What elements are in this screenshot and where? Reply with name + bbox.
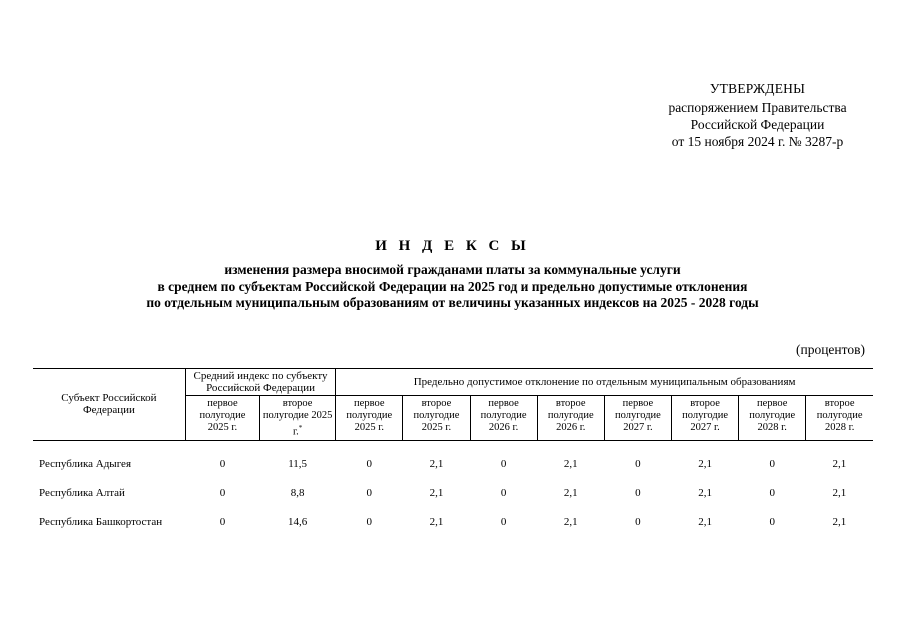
indices-table-body	[33, 449, 873, 536]
table-cell: 0	[500, 515, 507, 528]
document-title: И Н Д Е К С Ы	[375, 238, 530, 254]
table-cell: 0	[769, 486, 775, 499]
table-row	[33, 478, 873, 507]
average-index-header: Средний индекс по субъекту Российской Федерации	[185, 369, 335, 396]
table-cell: 11,5	[288, 457, 308, 470]
table-cell: 0	[219, 457, 226, 470]
table-cell: 0	[366, 515, 373, 528]
table-cell: 2,1	[429, 515, 444, 528]
region-name: Республика Алтай	[39, 486, 125, 499]
table-cell: 0	[769, 515, 775, 528]
sub-header: первое полугодие 2025 г.	[185, 396, 259, 441]
table-cell: 14,6	[287, 515, 308, 528]
sub-header: второе полугодие 2025 г.	[403, 396, 470, 441]
table-cell: 0	[366, 457, 373, 470]
sub-header: второе полугодие 2028 г.	[806, 396, 873, 441]
footnote-mark: *	[298, 424, 303, 432]
sub-header: первое полугодие 2027 г.	[604, 396, 671, 441]
sub-header: второе полугодие 2026 г.	[537, 396, 604, 441]
table-cell: 0	[219, 515, 226, 528]
subtitle-line-2: в среднем по субъектам Российской Федерации на 2025 год и предельно допустимые отклонения	[157, 278, 748, 294]
sub-header: второе полугодие 2027 г.	[671, 396, 738, 441]
table-cell: 0	[500, 486, 507, 499]
sub-header: первое полугодие 2028 г.	[739, 396, 806, 441]
table-cell: 2,1	[698, 515, 712, 528]
table-cell: 2,1	[698, 486, 712, 499]
subtitle-line-1: изменения размера вносимой гражданами платы за коммунальные услуги	[224, 262, 681, 277]
table-cell: 0	[219, 486, 226, 499]
table-cell: 0	[500, 457, 507, 470]
sub-header: первое полугодие 2026 г.	[470, 396, 537, 441]
sub-header: первое полугодие 2025 г.	[336, 396, 403, 441]
table-cell: 0	[635, 515, 641, 528]
table-cell: 2,1	[832, 486, 847, 499]
approval-line-3: от 15 ноября 2024 г. № 3287-р	[671, 134, 844, 149]
table-cell: 0	[769, 457, 775, 470]
table-cell: 0	[635, 457, 641, 470]
table-cell: 0	[635, 486, 641, 499]
table-cell: 2,1	[832, 515, 847, 528]
approval-heading: УТВЕРЖДЕНЫ	[709, 81, 806, 96]
indices-table-header	[33, 368, 873, 441]
table-cell: 2,1	[563, 457, 578, 470]
units-label: (процентов)	[795, 342, 865, 357]
table-row	[33, 449, 873, 478]
approval-line-2: Российской Федерации	[690, 117, 825, 132]
approval-stamp	[640, 80, 875, 150]
subject-header: Субъект Российской Федерации	[33, 369, 185, 441]
table-cell: 2,1	[429, 486, 444, 499]
document-subtitle	[90, 262, 815, 312]
table-cell: 8,8	[290, 486, 305, 499]
table-row	[33, 507, 873, 536]
table-cell: 0	[366, 486, 373, 499]
table-cell: 2,1	[563, 515, 578, 528]
sub-header: второе полугодие 2025 г.*	[260, 396, 336, 441]
table-cell: 2,1	[563, 486, 578, 499]
table-cell: 2,1	[832, 457, 847, 470]
table-cell: 2,1	[429, 457, 444, 470]
table-cell: 2,1	[698, 457, 712, 470]
approval-line-1: распоряжением Правительства	[668, 100, 847, 115]
region-name: Республика Башкортостан	[39, 515, 163, 528]
subtitle-line-3: по отдельным муниципальным образованиям от величины указанных индексов на 2025 - 2028 годы	[146, 295, 759, 310]
deviation-header: Предельно допустимое отклонение по отдельным муниципальным образованиям	[336, 369, 873, 396]
region-name: Республика Адыгея	[39, 457, 132, 470]
